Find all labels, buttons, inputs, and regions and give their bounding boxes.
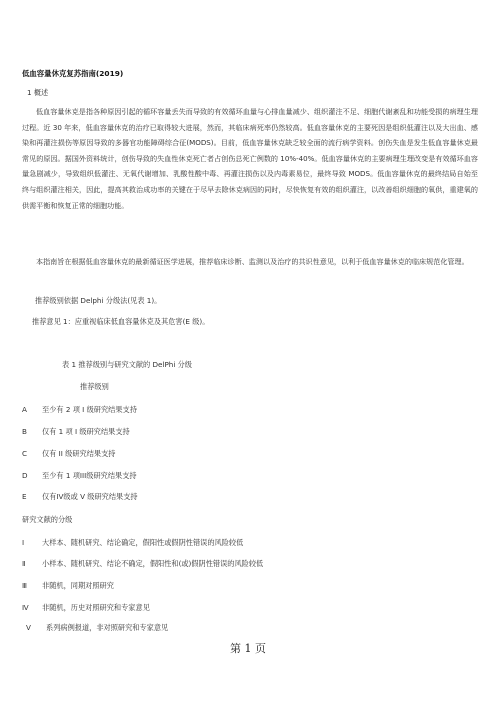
literature-level: Ⅳ <box>22 603 29 612</box>
document-title: 低血容量休克复苏指南(2019) <box>22 69 124 78</box>
section-heading-overview: 1 概述 <box>27 88 49 97</box>
recommendation-1: 推荐意见 1：应重视临床低血容量休克及其危害(E 级)。 <box>32 317 210 326</box>
literature-text: 小样本、随机研究、结论不确定，假阳性和(或)假阴性错误的风险较低 <box>42 559 264 568</box>
literature-row <box>22 603 150 613</box>
literature-row <box>22 559 263 569</box>
grade-row <box>22 449 116 459</box>
literature-row <box>22 538 243 548</box>
grade-letter: A <box>22 405 27 414</box>
literature-text: 非随机，同期对照研究 <box>42 581 114 590</box>
grade-row <box>22 492 138 502</box>
grade-row <box>22 405 137 415</box>
grade-letter: C <box>22 449 28 458</box>
recommendation-basis: 推荐级别依据 Delphi 分级法(见表 1)。 <box>35 296 162 305</box>
literature-level: I <box>22 538 25 547</box>
literature-level: Ⅲ <box>22 581 27 590</box>
overview-paragraph: 低血容量休克是指各种原因引起的循环容量丢失而导致的有效循环血量与心排血量减少、组织灌注不足、细胞代谢紊乱和功能受损的病理生理过程。近 30 年来，低血容量休克的治疗已取得较大进展，然而，其临床病死率仍然较高。低血容量休克的主要死因是组织低灌注以及大出血、感染和再灌注损伤等原因导致的多器官功能障碍综合征(MODS)。目前，低血容量休克缺乏较全面的流行病学资料。创伤失血是发生低血容量休克最常见的原因。据国外资料统计，创伤导致的失血性休克死亡者占创伤总死亡例数的 10%-40%。低血容量休克的主要病理生理改变是有效循环血容量急剧减少，导致组织低灌注、无氧代谢增加、乳酸性酸中毒、再灌注损伤以及内毒素易位，最终导致 MODS。低血容量休克的最终结局自始至终与组织灌注相关，因此，提高其救治成功率的关键在于尽早去除休克病因的同时，尽快恢复有效的组织灌注，以改善组织细胞的氧供，重建氧的供需平衡和恢复正常的细胞功能。 <box>22 107 478 210</box>
grade-row <box>22 427 130 437</box>
literature-text: 非随机，历史对照研究和专家意见 <box>42 603 150 612</box>
grade-text: 仅有 II 级研究结果支持 <box>42 449 116 458</box>
grade-letter: E <box>22 492 27 501</box>
table-title: 表 1 推荐级别与研究文献的 DelPhi 分级 <box>62 360 192 369</box>
grade-letter: D <box>22 471 28 480</box>
grade-text: 仅有IV级或 V 级研究结果支持 <box>42 492 138 501</box>
purpose-paragraph: 本指南旨在根据低血容量休克的最新循证医学进展，推荐临床诊断、监测以及治疗的共识性意见，以利于低血容量休克的临床规范化管理。 <box>36 257 469 266</box>
literature-text: 系列病例报道，非对照研究和专家意见 <box>46 623 169 632</box>
grades-heading: 推荐级别 <box>80 382 109 391</box>
literature-text: 大样本、随机研究、结论确定，假阳性或假阴性错误的风险较低 <box>42 538 244 547</box>
grade-text: 仅有 1 项 I 级研究结果支持 <box>42 427 130 436</box>
page-number: 第 1 页 <box>230 642 266 655</box>
literature-level: Ⅱ <box>22 559 26 568</box>
literature-heading: 研究文献的分级 <box>22 515 73 524</box>
grade-text: 至少有 2 项 I 级研究结果支持 <box>42 405 137 414</box>
grade-row <box>22 471 137 481</box>
grade-text: 至少有 1 项III级研究结果支持 <box>42 471 137 480</box>
grade-letter: B <box>22 427 27 436</box>
literature-row <box>26 623 168 633</box>
literature-level: Ⅴ <box>26 623 31 632</box>
literature-row <box>22 581 114 591</box>
